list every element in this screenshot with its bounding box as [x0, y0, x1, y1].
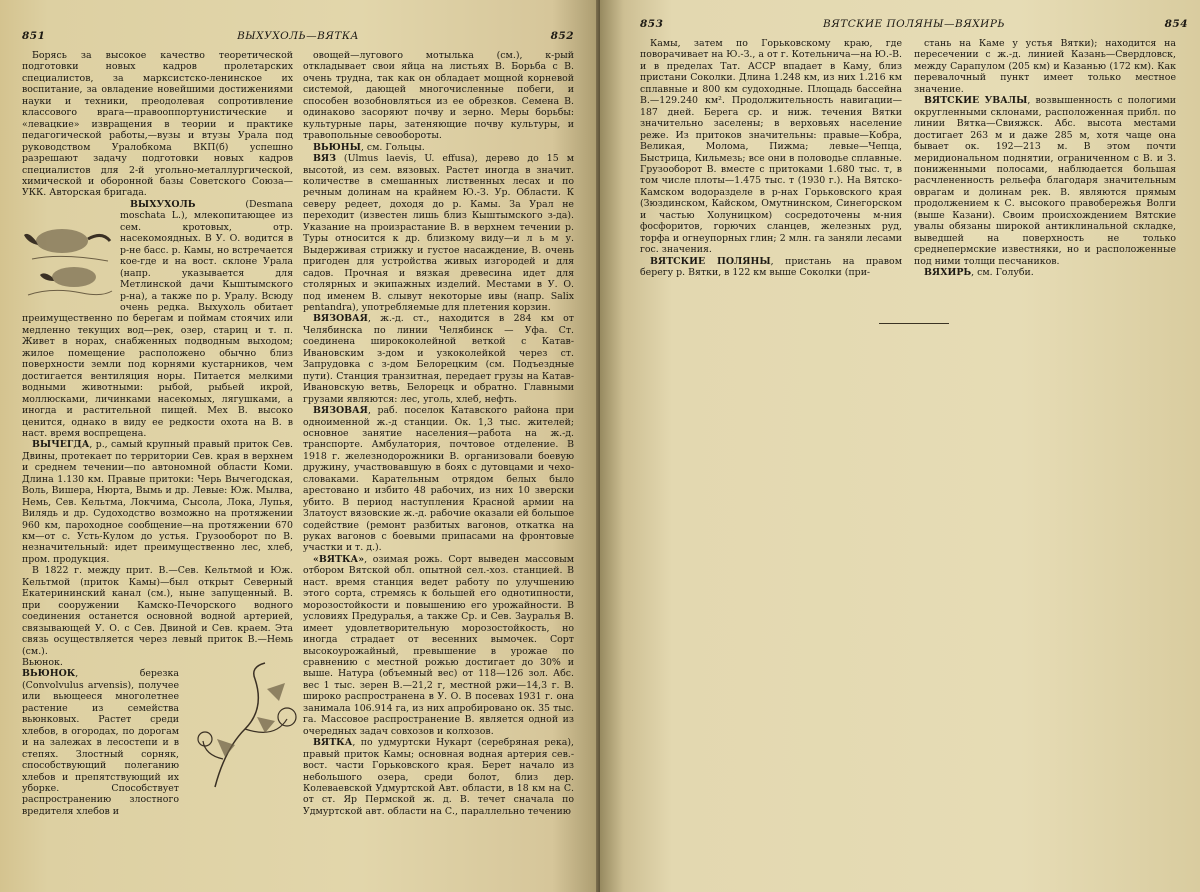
left-column-2: [303, 50, 574, 817]
article-vyatka-river: ВЯТКА, по удмуртски Нукарт (серебряная река), правый приток Камы; основная водная артерия сев.-вост. части Горьковского края. Берет начало из небольшого озера, среди болот, близ дер. Колеваевской Удмуртской Авт. области, в 18 км на С. от ст. Яр Пермской ж. д. В. течет сначала по Удмуртской авт. области на С., параллельно течению: [303, 737, 574, 817]
illustration-caption: Вьюнок.: [22, 657, 63, 669]
article-paragraph: Борясь за высокое качество теоретической подготовки новых кадров пролетарских специалистов, за марксистско-ленинское их воспитание, за овладение новейшими достижениями науки и техники, преодолевая сопротивление классового врага—правооппортунистические и «левацкие» извращения в теории и практике педагогической работы,—вузы и втузы Урала под руководством Уралобкома ВКП(б) успешно разрешают задачу подготовки новых кадров специалистов для 2-й угольно-металлургической, химической и оборонной базы Советского Союза—УКК. Авторская бригада.: [22, 50, 293, 199]
article-vyazovaya-settlement: ВЯЗОВАЯ, раб. поселок Катавского района при одноименной ж.-д станции. Ок. 1,3 тыс. жителей; основное занятие населения—работа на ж.-д. транспорте. Амбулатория, почтовое отделение. В 1918 г. железнодорожники В. организовали боевую дружину, участвовавшую в боях с дутовцами и чехо-словаками. Карательным отрядом белых было арестовано и избито 48 рабочих, из них 10 зверски убито. В период наступления Красной армии на Златоуст вязовские ж.-д. рабочие оказали ей большое содействие (ремонт разбитых вагонов, откатка на руках вагонов с боевыми припасами на фронтовые участки и т. д.).: [303, 405, 574, 554]
article-paragraph: В 1822 г. между прит. В.—Сев. Кельтмой и Юж. Кельтмой (приток Камы)—был открыт Северный Екатерининский канал (см.), ныне запущенный. В. при сооружении Камско-Печорского водного соединения останется основной водной артерией, связывающей У. О. с Сев. Двиной и Сев. краем. Эта связь осуществляется через левый приток В.—Немь (см.).: [22, 565, 293, 657]
right-column-1: [640, 38, 902, 279]
bindweed-illustration: [195, 659, 299, 791]
article-paragraph: овощей—лугового мотылька (см.), к-рый откладывает свои яйца на листьях В. Борьба с В. очень трудна, так как он обладает мощной корневой системой, дающей многочисленные побеги, и способен возобновляться из ее обрезков. Семена В. одинаково засоряют почву и зерно. Меры борьбы: культурные пары, затеняющие почву культуры, и травопольные севообороты.: [303, 50, 574, 142]
running-title-right: ВЯТСКИЕ ПОЛЯНЫ—ВЯХИРЬ: [823, 18, 1005, 30]
article-vyatskie-polyany: ВЯТСКИЕ ПОЛЯНЫ, пристань на правом берегу р. Вятки, в 122 км выше Соколки (при-: [640, 255, 902, 279]
page-number-851: 851: [22, 30, 46, 42]
article-vyakhir: ВЯХИРЬ, см. Голуби.: [924, 267, 1034, 279]
article-desman: ВЫХУХОЛЬ (Desmana moschata L.), млекопитающее из сем. кротовых, отр. насекомоядных. В У. О. водится в р-не басс. р. Камы, но встречается кое-где и на вост. склоне Урала (напр. указывается для Метлинской дачи Кыштымского р-на), а также по р. Уралу. Всюду очень редка. Выхухоль обитает преимущественно по берегам и поймам стоячих или медленно текущих вод—рек, озер, стариц и т. п. Живет в норах, снабженных подводным выходом; жилое помещение расположено обычно близ поверхности земли под корнями кустарников, чем достигается вентиляция норы. Питается мелкими водными животными: рыбой, рыбьей икрой, моллюсками, личинками насекомых, лягушками, а иногда и растительной пищей. Мех В. высоко ценится, однако в виду ее редкости охота на В. в наст. время воспрещена.: [22, 198, 293, 439]
desman-illustration: [22, 201, 114, 301]
right-running-head: [640, 18, 1188, 34]
article-vyaz: ВЯЗ (Ulmus laevis, U. effusa), дерево до 15 м высотой, из сем. вязовых. Растет иногда в значит. количестве в смешанных лиственных лесах и по речным долинам на крайнем Ю.-З. Ур. Области. К северу редеет, доходя до р. Камы. За Урал не переходит (известен лишь близ Кыштымского з-да). Указание на произрастание В. в верхнем течении р. Туры относится к др. близкому виду—и л ь м у. Выдерживая стрижку и густое насаждение, В. очень пригоден для устройства живых изгородей и для садов. Прочная и вязкая древесина идет для столярных и экипажных изделий. Местами в У. О. под именем В. слывут некоторые ивы (напр. Salix pentandra), употребляемые для плетения корзин.: [303, 153, 574, 313]
article-vyatskie-uvaly: ВЯТСКИЕ УВАЛЫ, возвышенность с пологими округленными склонами, расположенная прибл. по линии Вятка—Свияжск. Абс. высота местами достигает 263 м и даже 285 м, хотя чаще она бывает ок. 192—213 м. В этом почти меридиональном поднятии, ограниченном с В. и З. пониженными полосами, наблюдается большая расчлененность рельефа благодаря значительным оврагам и долинам рек. В. являются прямым продолжением к С. высокого правобережья Волги (выше Казани). Своим происхождением Вятские увалы обязаны широкой антиклинальной складке, выведшей на поверхность не только среднепермские известняки, но и расположенные под ними толщи песчаников.: [914, 95, 1176, 267]
page-number-854: 854: [1164, 18, 1188, 30]
right-columns: [640, 38, 1188, 279]
blank-lower-page: [640, 324, 1188, 844]
right-column-2: [914, 38, 1176, 279]
article-vyatka-rye: «ВЯТКА», озимая рожь. Сорт выведен массовым отбором Вятской обл. опытной сел.-хоз. станцией. В наст. время станция ведет работу по улучшению этого сорта, стремясь к большей его однотипности, морозостойкости и повышению его урожайности. В условиях Предуралья, а также Ср. и Сев. Зауралья В. имеет удовлетворительную морозостойкость, но иногда страдает от весенних вымочек. Сорт высокоурожайный, превышение в урожае по сравнению с местной рожью достигает до 30% и выше. Натура (объемный вес) от 118—126 зол. Абс. вес 1 тыс. зерен В.—21,2 г, местной ржи—14,3 г. В. широко распространена в У. О. В посевах 1931 г. она занимала 106.914 га, из них апробировано ок. 35 тыс. га. Массовое распространение В. является одной из очередных задач совхозов и колхозов.: [303, 553, 574, 737]
left-columns: [22, 50, 574, 817]
left-running-head: [22, 30, 574, 46]
article-vyuny: ВЬЮНЫ, см. Гольцы.: [313, 141, 425, 153]
page-number-853: 853: [640, 18, 664, 30]
bindweed-illustration-block: [185, 659, 293, 809]
article-vyazovaya-station: ВЯЗОВАЯ, ж.-д. ст., находится в 284 км от Челябинска по линии Челябинск — Уфа. Ст. соединена ширококолейной веткой с Катав-Ивановским з-дом и узкоколейкой через ст. Запрудовка с з-дом Белорецким (см. Подъездные пути). Станция транзитная, передает грузы на Катав-Ивановскую ветвь, Белорецк и обратно. Главными грузами являются: лес, уголь, хлеб, нефть.: [303, 313, 574, 405]
article-paragraph: Камы, затем по Горьковскому краю, где поворачивает на Ю.-З., а от г. Котельнича—на Ю.-В. и в пределах Тат. АССР впадает в Каму, близ пристани Соколки. Длина 1.248 км, из них 1.216 км сплавные и 800 км судоходные. Площадь бассейна В.—129.240 км². Продолжительность навигации—187 дней. Берега ср. и ниж. течения Вятки значительно заселены; в верховьях население реже. Из притоков значительны: правые—Кобра, Великая, Молома, Пижма; левые—Чепца, Быстрица, Кильмезь; все они в половодье сплавные. Грузооборот В. вместе с притоками 1.680 тыс. т, в том числе плоты—1.475 тыс. т (1930 г.). На Вятско-Камском водоразделе в р-нах Горьковского края (Зюздинском, Кайском, Омутнинском, Синегорском и частью Холуницком) сосредоточены м-ния фосфоритов, горючих сланцев, железных руд, торфа и огнеупорных глин; 2 млн. га заняли лесами гос. значения.: [640, 38, 902, 256]
running-title-left: ВЫХУХОЛЬ—ВЯТКА: [237, 30, 359, 42]
article-paragraph: стань на Каме у устья Вятки); находится на пересечении с ж.-д. линией Казань—Свердловск, между Сарапулом (205 км) и Казанью (172 км). Как перевалочный пункт имеет только местное значение.: [914, 38, 1176, 95]
left-column-1: Борясь за высокое качество теоретической подготовки новых кадров пролетарских специалистов, за марксистско-ленинское их воспитание, за овладение новейшими достижениями науки и техники, преодолевая сопротивление классового врага—правооппортунистические и «левацкие» извращения в теории и практике педагогической работы,—вузы и втузы Урала под руководством Уралобкома ВКП(б) успешно разрешают задачу подготовки новых кадров специалистов для 2-й угольно-металлургической, химической и оборонной базы Советского Союза—УКК. Авторская бригада. ВЫХУХОЛЬ (Desmana moschata L.), млекопитающее из сем. кротовых, отр. насекомоядных. В У. О. водится в р-не басс. р. Камы, но встречается кое-где и на вост. склоне Урала (напр. указывается для Метлинской дачи Кыштымского р-на), а также по р. Уралу. Всюду очень редка. Выхухоль обитает преимущественно по берегам и поймам стоячих или медленно текущих вод—рек, озер, стариц и т. п. Живет в норах, снабженных подводным выходом; жилое помещение расположено обычно близ поверхности земли под корнями кустарников, чем достигается вентиляция норы. Питается мелкими водными животными: рыбой, рыбьей икрой, моллюсками, личинками насекомых, лягушками, а иногда и растительной пищей. Мех В. высоко ценится, однако в виду ее редкости охота на В. в наст. время воспрещена. ВЫЧЕГДА, р., самый крупный правый приток Сев. Двины, протекает по территории Сев. края в верхнем и среднем течении—по автономной области Коми. Длина 1.130 км. Правые притоки: Черь Вычегодская, Воль, Вишера, Нюрта, Вымь и др. Левые: Юж. Мылва, Немь, Сев. Кельтма, Локчима, Сысола, Локa, Лупья, Вилядь и др. Судоходство возможно на протяжении 960 км, пароходное сообщение—на протяжении 670 км—от с. Усть-Кулом до устья. Грузооборот по В. незначительный: идет преимущественно лес, хлеб, пром. продукция. В 1822 г. между прит. В.—Сев. Кельтмой и Юж. Кельтмой (приток Камы)—был открыт Северный Екатерининский канал (см.), ныне запущенный. В. при сооружении Камско-Печорского водного соединения останется основной водной артерией, связывающей У. О. с Сев. Двиной и Сев. краем. Эта связь осуществляется через левый приток В.—Немь (см.). Вьюнок. ВЬЮНОК, березка (Convolvulus arvensis), получее или вьющееся многолетнее растение из семейства вьюнковых. Растет среди хлебов, в огородах, по дорогам и на залежах в лесостепи и в степях. Злостный сорняк, способствующий полеганию хлебов и препятствующий их уборке. Способствует распространению злостного вредителя хлебов и: [22, 50, 293, 817]
article-vychegda: ВЫЧЕГДА, р., самый крупный правый приток Сев. Двины, протекает по территории Сев. края в верхнем и среднем течении—по автономной области Коми. Длина 1.130 км. Правые притоки: Черь Вычегодская, Воль, Вишера, Нюрта, Вымь и др. Левые: Юж. Мылва, Немь, Сев. Кельтма, Локчима, Сысола, Локa, Лупья, Вилядь и др. Судоходство возможно на протяжении 960 км, пароходное сообщение—на протяжении 670 км—от с. Усть-Кулом до устья. Грузооборот по В. незначительный: идет преимущественно лес, хлеб, пром. продукция.: [22, 439, 293, 565]
page-number-852: 852: [550, 30, 574, 42]
right-page: [600, 0, 1200, 892]
